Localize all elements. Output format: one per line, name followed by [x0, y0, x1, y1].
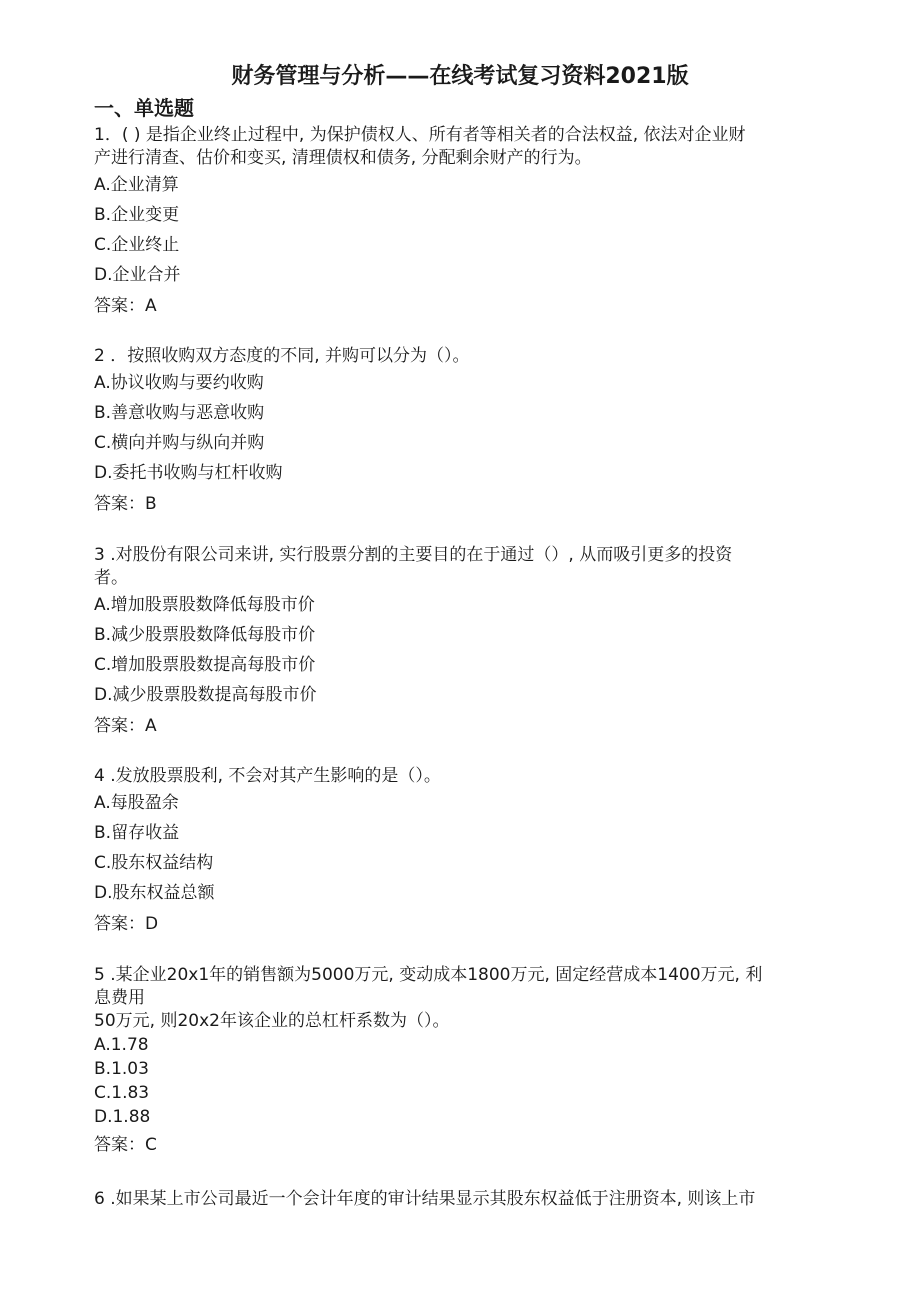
option-a: A.协议收购与要约收购 [94, 373, 264, 393]
option-c: C.股东权益结构 [94, 853, 214, 873]
option-a: A.增加股票股数降低每股市价 [94, 595, 315, 615]
question-5 [94, 964, 822, 1161]
question-1 [94, 124, 822, 322]
question-text-line: 4 .发放股票股利, 不会对其产生影响的是（）。 [94, 766, 441, 786]
question-text-line: 50万元, 则20x2年该企业的总杠杆系数为（）。 [94, 1011, 450, 1031]
question-3 [94, 544, 822, 742]
option-b: B.善意收购与恶意收购 [94, 403, 265, 423]
question-text-line: 6 .如果某上市公司最近一个会计年度的审计结果显示其股东权益低于注册资本, 则该上市 [94, 1189, 756, 1209]
option-b: B.企业变更 [94, 205, 180, 225]
option-b: B.减少股票股数降低每股市价 [94, 625, 316, 645]
option-c: C.1.83 [94, 1083, 150, 1103]
option-d: D.1.88 [94, 1107, 151, 1127]
option-c: C.横向并购与纵向并购 [94, 433, 265, 453]
question-text-line: 3 .对股份有限公司来讲, 实行股票分割的主要目的在于通过（）, 从而吸引更多的投资 [94, 545, 733, 565]
answer: 答案：D [94, 914, 159, 934]
answer: 答案：A [94, 296, 157, 316]
question-text-line: 2 ．按照收购双方态度的不同, 并购可以分为（）。 [94, 346, 470, 366]
option-b: B.留存收益 [94, 823, 180, 843]
option-d: D.减少股票股数提高每股市价 [94, 685, 317, 705]
document-title: 财务管理与分析——在线考试复习资料2021版 [231, 64, 689, 89]
question-text-line: 息费用 [94, 988, 145, 1008]
question-text-line: 5 .某企业20x1年的销售额为5000万元, 变动成本1800万元, 固定经营成本1400万元, 利 [94, 965, 763, 985]
question-4 [94, 765, 822, 940]
question-text-line: 1．( ) 是指企业终止过程中, 为保护债权人、所有者等相关者的合法权益, 依法对企业财 [94, 125, 746, 145]
answer: 答案：C [94, 1135, 157, 1155]
option-a: A.企业清算 [94, 175, 179, 195]
question-text-line: 产进行清查、估价和变买, 清理债权和债务, 分配剩余财产的行为。 [94, 148, 592, 168]
option-a: A.每股盈余 [94, 793, 179, 813]
answer: 答案：B [94, 494, 157, 514]
section-heading: 一、单选题 [94, 96, 194, 120]
answer: 答案：A [94, 716, 157, 736]
option-d: D.股东权益总额 [94, 883, 215, 903]
option-d: D.委托书收购与杠杆收购 [94, 463, 283, 483]
option-c: C.企业终止 [94, 235, 180, 255]
option-d: D.企业合并 [94, 265, 181, 285]
option-b: B.1.03 [94, 1059, 149, 1079]
option-a: A.1.78 [94, 1035, 149, 1055]
question-2 [94, 345, 822, 520]
option-c: C.增加股票股数提高每股市价 [94, 655, 316, 675]
question-text-line: 者。 [94, 568, 128, 588]
question-6 [94, 1188, 822, 1211]
